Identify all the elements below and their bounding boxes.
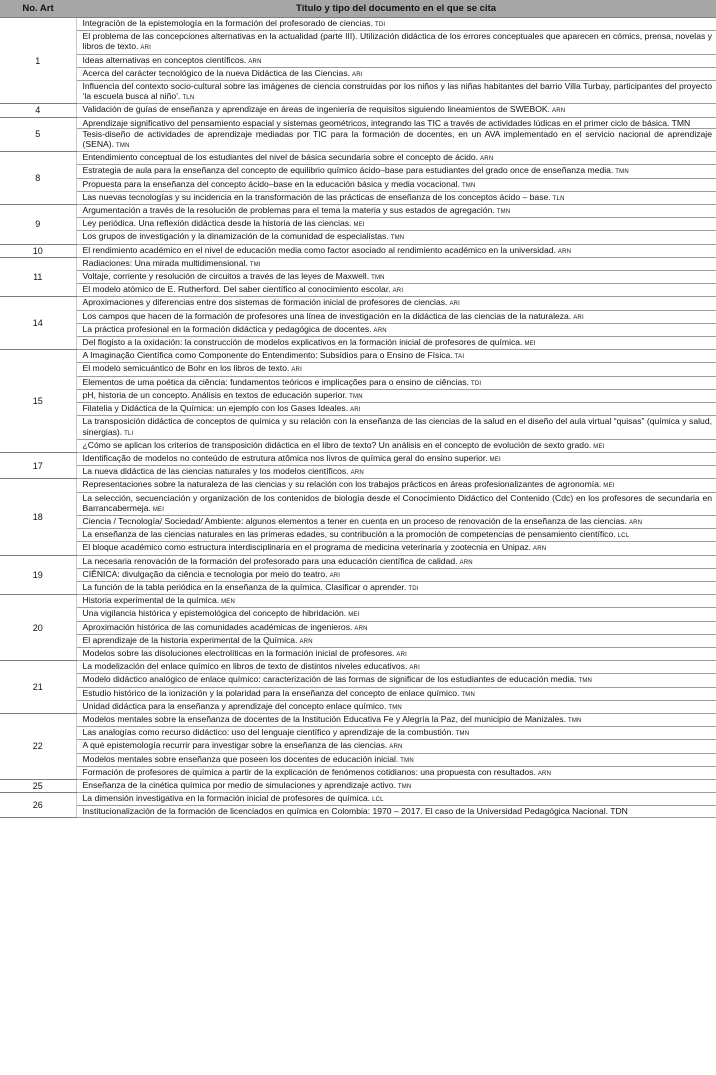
document-title-cell (76, 779, 716, 792)
table-row (0, 621, 716, 634)
table-row (0, 117, 716, 128)
document-title-text: pH, historia de un concepto. Análisis en textos de educación superior. (82, 389, 348, 400)
document-type-tag: TMI (249, 261, 261, 268)
document-title-cell (76, 793, 716, 806)
document-title-cell (76, 284, 716, 297)
document-type-tag: ARN (350, 470, 364, 477)
table-row (0, 152, 716, 165)
document-type-tag: TDI (470, 380, 482, 387)
document-title-cell (76, 271, 716, 284)
document-title-text: Unidad didáctica para la enseñanza y aprendizaje del concepto enlace químico. (82, 700, 387, 711)
document-type-tag: ARI (409, 665, 420, 672)
document-title-text: La modelización del enlace químico en libros de texto de distintos niveles educativos. (82, 661, 408, 672)
document-title-cell (76, 452, 716, 465)
document-title-text: Aproximación histórica de las comunidades académicas de ingenieros. (82, 621, 353, 632)
document-title-text: Las nuevas tecnologías y su incidencia en la transformación de las prácticas de enseñanza de los conceptos ácido – base. (82, 191, 551, 202)
table-row (0, 555, 716, 568)
article-number-cell: 5 (0, 117, 76, 152)
document-type-tag: LCL (372, 797, 384, 804)
document-title-cell (76, 337, 716, 350)
document-type-tag: ARN (552, 108, 566, 115)
table-row (0, 128, 716, 151)
document-title-text: Aproximaciones y diferencias entre dos sistemas de formación inicial de profesores de ciencias. (82, 297, 448, 308)
document-type-tag: MEI (353, 222, 365, 229)
article-number-cell: 21 (0, 661, 76, 714)
document-title-cell (76, 257, 716, 270)
document-title-cell (76, 713, 716, 726)
article-number-cell: 19 (0, 555, 76, 595)
table-row (0, 529, 716, 542)
document-title-text: Estudio histórico de la ionización y la polaridad para la enseñanza del concepto de enlace químico. (82, 687, 460, 698)
table-row (0, 595, 716, 608)
table-row (0, 337, 716, 350)
document-title-cell (76, 581, 716, 594)
document-title-text: Modelos sobre las disoluciones electrolíticas en la formación inicial de profesores. (82, 647, 395, 658)
table-row (0, 257, 716, 270)
document-type-tag: ARI (350, 407, 361, 414)
article-number-cell: 10 (0, 244, 76, 257)
document-title-cell (76, 104, 716, 117)
document-type-tag: ARI (392, 288, 404, 295)
document-title-text: Ideas alternativas en conceptos científicos. (82, 54, 247, 65)
document-type-tag: TLI (124, 430, 134, 437)
document-title-text: Historia experimental de la química. (82, 595, 220, 606)
table-row (0, 452, 716, 465)
document-title-cell (76, 515, 716, 528)
document-title-cell (76, 416, 716, 439)
document-title-text: Ciencia / Tecnología/ Sociedad/ Ambiente: algunos elementos a tener en cuenta en un proceso de renovación de la enseñanza de las ciencias. (82, 515, 627, 526)
document-title-text: Institucionalización de la formación de licenciados en química en Colombia: 1970 – 2017. El caso de la Universidad Pedagógica Nacional. TDN (82, 806, 628, 817)
document-title-cell (76, 54, 716, 67)
header-row (0, 0, 716, 18)
document-title-cell (76, 165, 716, 178)
document-type-tag: TMN (388, 704, 402, 711)
table-row (0, 191, 716, 204)
document-title-text: La enseñanza de las ciencias naturales en las primeras edades, su contribución a la promoción de competencias de pensamiento científico. (82, 529, 616, 540)
table-row (0, 231, 716, 244)
table-row (0, 674, 716, 687)
document-type-tag: TDI (374, 22, 386, 28)
document-type-tag: MEN (221, 599, 236, 606)
table-row (0, 271, 716, 284)
document-title-text: Enseñanza de la cinética química por medio de simulaciones y aprendizaje activo. (82, 779, 396, 790)
table-row (0, 165, 716, 178)
document-title-cell (76, 205, 716, 218)
document-type-tag: TLN (552, 195, 565, 202)
article-number-cell: 15 (0, 350, 76, 453)
document-title-cell (76, 621, 716, 634)
document-title-cell (76, 634, 716, 647)
document-title-cell (76, 529, 716, 542)
table-row (0, 81, 716, 104)
document-type-tag: ARN (373, 327, 387, 334)
article-number-cell: 8 (0, 152, 76, 205)
document-title-cell (76, 244, 716, 257)
table-row (0, 700, 716, 713)
document-type-tag: MEI (603, 483, 615, 490)
article-number-cell: 26 (0, 793, 76, 817)
document-title-text: Los campos que hacen de la formación de profesores una línea de investigación en la didáctica de las ciencias de la naturaleza. (82, 310, 572, 321)
document-title-text: Ley periódica. Una reflexión didáctica desde la historia de las ciencias. (82, 218, 352, 229)
document-type-tag: TMN (455, 731, 470, 738)
document-type-tag: TMN (390, 235, 405, 242)
article-number-cell: 17 (0, 452, 76, 478)
document-title-text: La transposición didáctica de conceptos de química y su relación con la enseñanza de las ciencias de la salud en el diseño del aula virtual “quisas” (química y salud, sinergias). (82, 416, 712, 437)
document-type-tag: ARN (354, 625, 368, 632)
document-type-tag: TMN (461, 182, 476, 189)
document-title-cell (76, 661, 716, 674)
document-title-cell (76, 403, 716, 416)
article-number-cell: 18 (0, 479, 76, 555)
document-title-text: Elementos de uma poética da ciência: fundamentos teóricos e implicações para o ensino de ciências. (82, 376, 469, 387)
table-row (0, 363, 716, 376)
document-type-tag: TDI (408, 585, 419, 592)
document-title-text: A qué epistemología recurrir para investigar sobre la enseñanza de las ciencias. (82, 740, 388, 751)
document-title-cell (76, 492, 716, 515)
document-title-text: La función de la tabla periódica en la enseñanza de la química. Clasificar o aprender. (82, 581, 407, 592)
document-title-cell (76, 687, 716, 700)
document-title-text: Estrategia de aula para la enseñanza del concepto de equilibrio químico ácido–base para estudiantes del grado once de enseñanza media. (82, 165, 614, 176)
document-type-tag: TLN (182, 95, 195, 102)
document-title-cell (76, 218, 716, 231)
header-article-number: No. Art (0, 0, 76, 18)
article-number-cell: 14 (0, 297, 76, 350)
document-title-text: La nueva didáctica de las ciencias naturales y los modelos científicos. (82, 466, 349, 477)
document-type-tag: ARN (533, 546, 547, 553)
document-title-text: A Imaginação Científica como Componente do Entendimento: Subsídios para o Ensino de Física. (82, 350, 453, 361)
document-title-cell (76, 647, 716, 660)
document-title-text: El bloque académico como estructura interdisciplinaria en el programa de medicina veterinaria y zootecnia en Unipaz. (82, 542, 532, 553)
document-title-cell (76, 753, 716, 766)
document-title-cell (76, 555, 716, 568)
document-title-text: La necesaria renovación de la formación del profesorado para una educación científica de calidad. (82, 555, 458, 566)
document-type-tag: MEI (489, 456, 501, 463)
document-title-cell (76, 479, 716, 492)
document-type-tag: ARN (389, 744, 403, 751)
document-title-text: La selección, secuenciación y organización de los contenidos de biología desde el Conocimiento Didáctico del Contenido (Cdc) en los profesores de secundaria en Barrancabermeja. (82, 492, 712, 513)
table-row (0, 793, 716, 806)
document-type-tag: ARN (459, 559, 473, 566)
document-title-cell (76, 363, 716, 376)
document-title-text: Formación de profesores de química a partir de la explicación de fenómenos cotidianos: una propuesta con resultados. (82, 766, 536, 777)
document-type-tag: MEI (348, 612, 360, 619)
document-title-text: Modelo didáctico analógico de enlace químico: caracterización de las formas de significar de los estudiantes de educación media. (82, 674, 577, 685)
document-type-tag: ARI (573, 314, 584, 321)
table-row (0, 466, 716, 479)
document-type-tag: TMN (400, 757, 414, 764)
table-row (0, 713, 716, 726)
table-row (0, 376, 716, 389)
document-title-cell (76, 310, 716, 323)
document-title-cell (76, 31, 716, 54)
document-type-tag: TMN (349, 393, 363, 400)
document-title-text: El aprendizaje de la historia experimental de la Química. (82, 634, 298, 645)
document-title-text: Entendimiento conceptual de los estudiantes del nivel de básica secundaria sobre el concepto de ácido. (82, 152, 479, 163)
document-title-cell (76, 178, 716, 191)
document-type-tag: TMN (615, 169, 629, 176)
document-title-text: Aprendizaje significativo del pensamiento espacial y sistemas geométricos, integrando las TIC a través de actividades lúdicas en el primer ciclo de básica. TMN (82, 117, 691, 128)
document-title-cell (76, 806, 716, 817)
table-row (0, 104, 716, 117)
table-row (0, 479, 716, 492)
document-title-text: Modelos mentales sobre enseñanza que poseen los docentes de educación inicial. (82, 753, 399, 764)
document-title-text: Los grupos de investigación y la dinamización de la comunidad de especialistas. (82, 231, 389, 242)
article-number-cell: 11 (0, 257, 76, 297)
document-title-text: Radiaciones: Una mirada multidimensional. (82, 257, 248, 268)
document-title-cell (76, 439, 716, 452)
document-type-tag: ARN (480, 156, 494, 163)
document-title-cell (76, 740, 716, 753)
table-row (0, 416, 716, 439)
table-row (0, 806, 716, 817)
document-type-tag: ARN (248, 58, 262, 65)
article-number-cell: 22 (0, 713, 76, 779)
document-title-cell (76, 568, 716, 581)
table-row (0, 323, 716, 336)
document-type-tag: ARI (329, 572, 341, 579)
document-type-tag: ARI (291, 367, 302, 374)
document-type-tag: MEI (152, 506, 165, 513)
document-title-text: CIÊNICA: divulgação da ciência e tecnologia por meio do teatro. (82, 568, 328, 579)
document-title-cell (76, 231, 716, 244)
document-title-text: El problema de las concepciones alternativas en la actualidad (parte III). Utilización didáctica de los errores conceptuales que aparecen en cómics, prensa, novelas y libros de texto. (82, 31, 712, 52)
document-title-text: Representaciones sobre la naturaleza de las ciencias y su relación con los trabajos prácticos en áreas profesionalizantes de agronomía. (82, 479, 602, 490)
table-row (0, 740, 716, 753)
article-number-cell: 1 (0, 18, 76, 104)
table-row (0, 67, 716, 80)
document-type-tag: ARI (449, 301, 461, 308)
document-title-text: El rendimiento académico en el nivel de educación media como factor asociado al rendimiento académico en la universidad. (82, 244, 556, 255)
document-type-tag: MEI (524, 341, 536, 348)
document-title-text: Voltaje, corriente y resolución de circuitos a través de las leyes de Maxwell. (82, 271, 370, 282)
table-row (0, 661, 716, 674)
table-row (0, 54, 716, 67)
document-type-tag: ARI (140, 45, 151, 52)
table-row (0, 542, 716, 555)
document-type-tag: ARN (628, 519, 643, 526)
document-title-text: El modelo semicuántico de Bohr en los libros de texto. (82, 363, 290, 374)
document-title-cell (76, 117, 716, 128)
document-title-cell (76, 466, 716, 479)
table-header (0, 0, 716, 18)
article-number-cell: 9 (0, 205, 76, 245)
document-type-tag: ARN (557, 248, 572, 255)
table-row (0, 350, 716, 363)
document-title-text: Tesis-diseño de actividades de aprendizaje mediadas por TIC para la formación de docentes, en un AVA implementado en el servicio nacional de aprendizaje (SENA). (82, 128, 712, 150)
table-row (0, 178, 716, 191)
article-number-cell: 20 (0, 595, 76, 661)
table-row (0, 779, 716, 792)
document-title-cell (76, 700, 716, 713)
table-row (0, 218, 716, 231)
document-title-cell (76, 389, 716, 402)
document-type-tag: LCL (617, 533, 630, 540)
article-number-cell: 4 (0, 104, 76, 117)
table-row (0, 205, 716, 218)
table-row (0, 31, 716, 54)
document-type-tag: MEI (593, 443, 605, 450)
document-title-text: ¿Cómo se aplican los criterios de transposición didáctica en el libro de texto? Un análisis en el concepto de evolución de sexto grado. (82, 439, 592, 450)
document-title-cell (76, 608, 716, 621)
document-title-cell (76, 191, 716, 204)
document-title-cell (76, 542, 716, 555)
document-title-text: Influencia del contexto socio-cultural sobre las imágenes de ciencia construidas por los niños y las niñas habitantes del barrio Villa Turbay, participantes del proyecto ‘la escuela busca al niño’. (82, 81, 712, 102)
document-type-tag: TMN (578, 678, 593, 685)
document-title-text: La dimensión investigativa en la formación inicial de profesores de química. (82, 793, 371, 804)
table-row (0, 515, 716, 528)
table-row (0, 18, 716, 31)
table-row (0, 687, 716, 700)
document-type-tag: TAI (454, 354, 465, 361)
table-row (0, 403, 716, 416)
document-type-tag: TMN (461, 691, 476, 698)
document-title-text: Validación de guías de enseñanza y aprendizaje en áreas de ingeniería de requisitos siguiendo lineamientos de SWEBOK. (82, 104, 551, 115)
document-title-cell (76, 727, 716, 740)
document-title-text: Integración de la epistemología en la formación del profesorado de ciencias. (82, 18, 373, 28)
table-row (0, 608, 716, 621)
table-row (0, 568, 716, 581)
document-title-text: La práctica profesional en la formación didáctica y pedagógica de docentes. (82, 323, 372, 334)
table-row (0, 310, 716, 323)
document-title-text: Acerca del carácter tecnológico de la nueva Didáctica de las Ciencias. (82, 67, 351, 78)
article-number-cell: 25 (0, 779, 76, 792)
table-row (0, 753, 716, 766)
document-type-tag: ARN (537, 770, 552, 777)
table-row (0, 439, 716, 452)
document-title-text: Filatelia y Didáctica de la Química: un ejemplo con los Gases Ideales. (82, 403, 349, 414)
document-type-tag: TMN (371, 275, 385, 282)
document-type-tag: TMN (567, 717, 582, 724)
table-row (0, 766, 716, 779)
document-title-cell (76, 323, 716, 336)
document-title-cell (76, 297, 716, 310)
table-row (0, 389, 716, 402)
table-body (0, 18, 716, 818)
document-title-text: Argumentación a través de la resolución de problemas para el tema la materia y sus estados de agregación. (82, 205, 495, 216)
table-row (0, 297, 716, 310)
document-title-cell (76, 595, 716, 608)
table-row (0, 244, 716, 257)
table-row (0, 634, 716, 647)
document-title-cell (76, 766, 716, 779)
document-type-tag: ARI (396, 651, 408, 658)
table-row (0, 581, 716, 594)
table-row (0, 647, 716, 660)
document-title-text: Las analogías como recurso didáctico: uso del lenguaje científico y aprendizaje de la combustión. (82, 727, 454, 738)
document-title-cell (76, 81, 716, 104)
document-title-cell (76, 128, 716, 151)
table-row (0, 284, 716, 297)
document-title-text: Una vigilancia histórica y epistemológica del concepto de hibridación. (82, 608, 347, 619)
document-title-text: Propuesta para la enseñanza del concepto ácido–base en la educación básica y media vocacional. (82, 178, 460, 189)
document-type-tag: TMN (116, 143, 130, 150)
document-title-text: Identificação de modelos no conteúdo de estrutura atômica nos livros de química geral do ensino superior. (82, 452, 488, 463)
document-title-cell (76, 152, 716, 165)
header-document-title: Título y tipo del documento en el que se cita (76, 0, 716, 18)
document-type-tag: TMN (397, 783, 412, 790)
document-title-cell (76, 674, 716, 687)
document-type-tag: ARN (299, 638, 313, 645)
document-title-text: Del flogisto a la oxidación: la construcción de modelos explicativos en la formación inicial de profesores de química. (82, 337, 523, 348)
document-title-cell (76, 67, 716, 80)
document-title-text: Modelos mentales sobre la enseñanza de docentes de la Institución Educativa Fe y Alegría la Paz, del municipio de Manizales. (82, 713, 566, 724)
table-row (0, 492, 716, 515)
document-title-cell (76, 18, 716, 31)
document-title-cell (76, 376, 716, 389)
document-title-text: El modelo atómico de E. Rutherford. Del saber científico al conocimiento escolar. (82, 284, 391, 295)
table-row (0, 727, 716, 740)
document-type-tag: ARI (352, 71, 363, 78)
document-type-tag: TMN (496, 209, 511, 216)
document-title-cell (76, 350, 716, 363)
